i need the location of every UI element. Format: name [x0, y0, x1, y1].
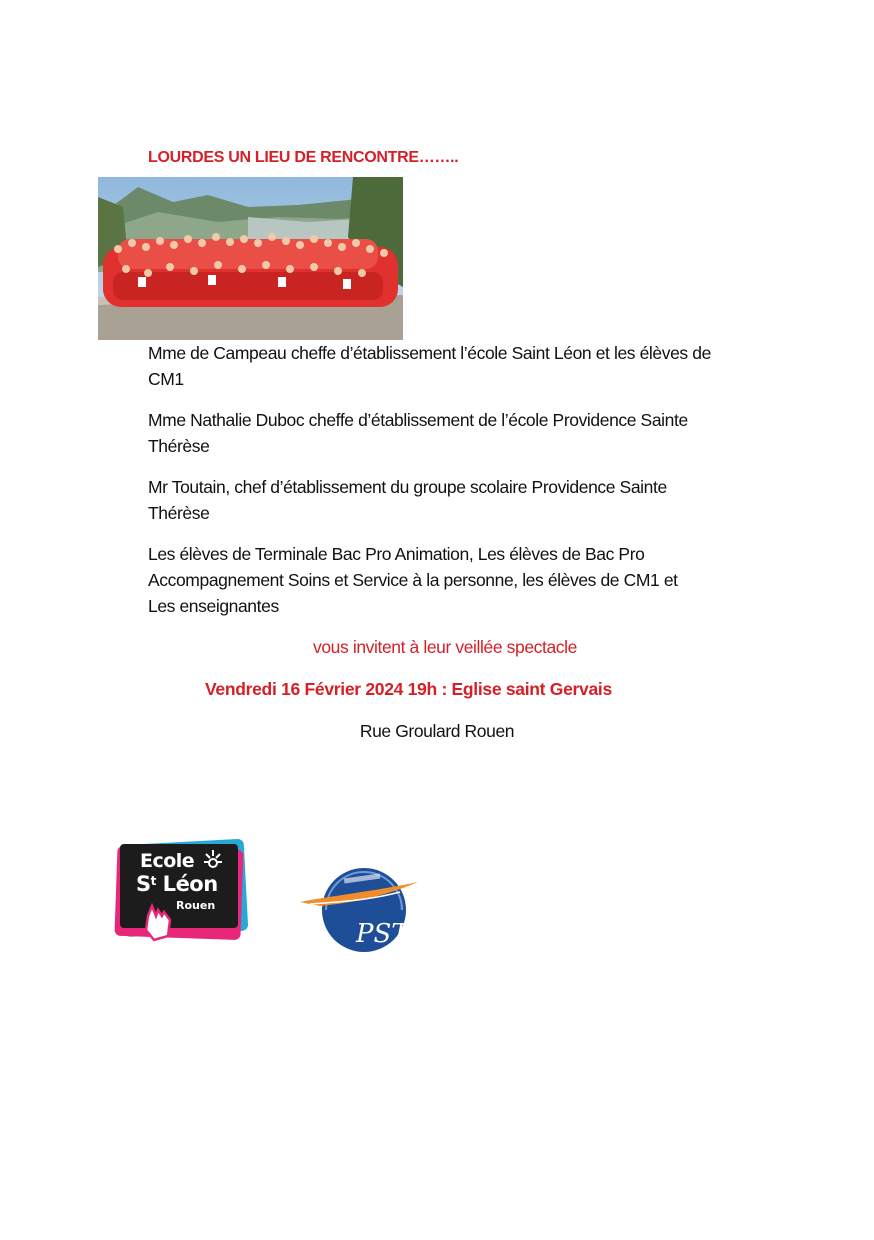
school-saint-leon-logo	[112, 836, 250, 952]
school-logo-line1: Ecole	[140, 850, 195, 872]
group-photo	[98, 177, 403, 340]
paragraph-students: Les élèves de Terminale Bac Pro Animation, Les élèves de Bac Pro Accompagnement Soins et Service à la personne, les élèves de CM1 et Les enseignantes	[148, 544, 678, 616]
invitation-line: vous invitent à leur veillée spectacle	[313, 637, 577, 657]
school-logo-line3: Rouen	[176, 899, 216, 912]
paragraph-group-scolaire: Mr Toutain, chef d’établissement du groupe scolaire Providence Sainte Thérèse	[148, 477, 667, 523]
paragraph-school-providence: Mme Nathalie Duboc cheffe d’établissement de l’école Providence Sainte Thérèse	[148, 410, 688, 456]
document-title: LOURDES UN LIEU DE RENCONTRE……..	[148, 149, 459, 166]
paragraph-school-saint-leon: Mme de Campeau cheffe d’établissement l’école Saint Léon et les élèves de CM1	[148, 343, 711, 389]
event-date-location: Vendredi 16 Février 2024 19h : Eglise saint Gervais	[205, 679, 612, 699]
providence-logo-monogram: PST	[356, 919, 409, 949]
school-logo-line2: $S^t$ Léon	[136, 872, 218, 896]
providence-sainte-therese-logo	[300, 862, 420, 957]
event-address: Rue Groulard Rouen	[359, 721, 515, 741]
